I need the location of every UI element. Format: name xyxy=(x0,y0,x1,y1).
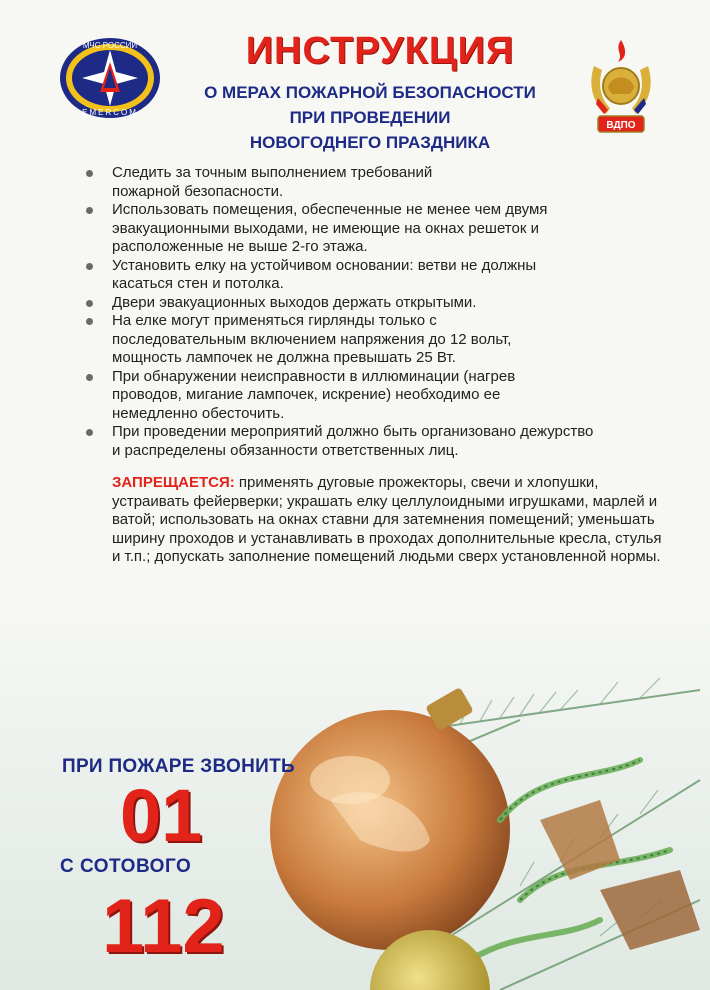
list-item xyxy=(84,257,604,294)
forbidden-text: применять дуговые прожекторы, свечи и хлопушки, устраивать фейерверки; украшать елку целлулоидными игрушками, марлей и ватой; использовать на окнах ставни для затемнения помещений; уменьшать ширину проходов и устанавливать в проходах дополнительные кресла, стулья и т.п.; допускать заполнение помещений людьми сверх установленной нормы. xyxy=(112,474,662,566)
bullet-icon xyxy=(86,429,93,436)
rule-text: Использовать помещения, обеспеченные не менее чем двумя эвакуационными выходами, не имеющие на окнах решеток и расположенные не выше 2-го этажа. xyxy=(112,201,548,255)
emergency-number-mobile: 112 xyxy=(102,884,225,969)
bullet-icon xyxy=(86,300,93,307)
list-item xyxy=(84,294,604,313)
rule-text: На елке могут применяться гирлянды только с последовательным включением напряжения до 12 вольт, мощность лампочек не должна превышать 25 Вт. xyxy=(112,312,512,366)
list-item xyxy=(84,423,604,460)
rule-text: Двери эвакуационных выходов держать открытыми. xyxy=(112,293,477,311)
emercom-bottom-text: EMERCOM xyxy=(82,108,138,117)
list-item xyxy=(84,312,604,368)
rule-text: Следить за точным выполнением требований пожарной безопасности. xyxy=(112,164,433,200)
mobile-call-label: С СОТОВОГО xyxy=(60,856,192,877)
page-title: ИНСТРУКЦИЯ xyxy=(245,30,515,72)
bullet-icon xyxy=(86,374,93,381)
fire-call-label: ПРИ ПОЖАРЕ ЗВОНИТЬ xyxy=(62,756,295,777)
bullet-icon xyxy=(86,170,93,177)
list-item xyxy=(84,368,604,424)
forbidden-paragraph xyxy=(112,474,672,567)
list-item xyxy=(84,201,604,257)
subtitle-line: НОВОГОДНЕГО ПРАЗДНИКА xyxy=(249,133,491,152)
list-item xyxy=(84,164,604,201)
subtitle-line: ПРИ ПРОВЕДЕНИИ xyxy=(289,108,451,127)
emergency-number-landline: 01 xyxy=(120,774,203,857)
forbidden-keyword: ЗАПРЕЩАЕТСЯ: xyxy=(112,474,235,491)
safety-rules-list xyxy=(84,164,604,460)
bullet-icon xyxy=(86,207,93,214)
emercom-emblem-icon xyxy=(58,36,162,120)
rule-text: При проведении мероприятий должно быть организовано дежурство и распределены обязанности ответственных лиц. xyxy=(112,423,594,459)
vdpo-text: ВДПО xyxy=(606,120,636,131)
bullet-icon xyxy=(86,263,93,270)
emercom-top-text: МЧС РОССИИ xyxy=(82,41,138,50)
bullet-icon xyxy=(86,318,93,325)
rule-text: При обнаружении неисправности в иллюминации (нагрев проводов, мигание лампочек, искрение) необходимо ее немедленно обесточить. xyxy=(112,367,516,422)
subtitle-line: О МЕРАХ ПОЖАРНОЙ БЕЗОПАСНОСТИ xyxy=(204,83,536,102)
vdpo-emblem-icon xyxy=(584,36,658,140)
rule-text: Установить елку на устойчивом основании: ветви не должны касаться стен и потолка. xyxy=(112,256,537,292)
page-subtitle xyxy=(150,80,590,155)
